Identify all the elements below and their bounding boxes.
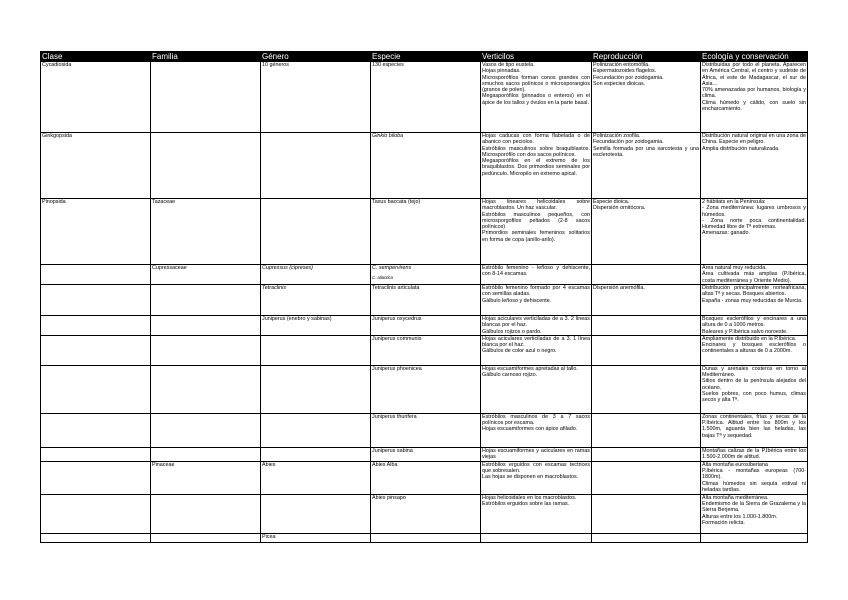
cell-familia bbox=[151, 533, 261, 542]
cell-line: Baleares y P.Ibérica salvo noroeste. bbox=[702, 328, 788, 335]
cell-verticilos bbox=[481, 447, 592, 461]
cell-line: Gálbulos rojizos o pardo. bbox=[482, 328, 542, 335]
cell-especie: C. sempervirens C. atlantica bbox=[371, 265, 481, 285]
cell-line: Estróbilos erguidos con escamas tectrices que sobresalen. bbox=[482, 461, 590, 475]
table-row bbox=[41, 494, 808, 533]
cell-line: España - zonas muy reducidas de Murcia. bbox=[702, 297, 803, 304]
cell-reproduccion bbox=[592, 265, 701, 285]
cell-line: Megasporófilos en el extremo de los braquiblastos. Dos primordios seminales por pedúnculo. Micropilo en extremo apical. bbox=[482, 158, 590, 177]
cell-especie: Abies pinsapo bbox=[371, 494, 481, 533]
header-reproduccion: Reproducción bbox=[592, 52, 701, 62]
cell-especie: Abies Alba bbox=[371, 461, 481, 494]
cell-line: Encinares y bosques esclerófilos o continentales a alturas de 0 a 2000m. bbox=[702, 342, 806, 355]
cell-especie: Ginkio biloba bbox=[371, 133, 481, 199]
cell-line: Semilla formada por una sarcotesta y una esclerotesta. bbox=[593, 145, 699, 158]
cell-familia: Pinaceae bbox=[151, 461, 261, 494]
cell-familia bbox=[151, 365, 261, 413]
cell-line: Hojas caducas con forma flabelada o de abanico con peciolos. bbox=[482, 133, 590, 146]
cell-line: Hojas aciculares verticiladas de a 3. 1 línea blanca por el haz. bbox=[482, 335, 590, 349]
table-row bbox=[41, 199, 808, 265]
table-row bbox=[41, 533, 808, 542]
cell-line: Distribuidas por todo el planeta. Aparecen en América Central, el centro y sudeste de África, el este de Madagascar, el sur de Asia… bbox=[702, 62, 806, 87]
cell-genero: Picea bbox=[261, 533, 371, 542]
cell-verticilos bbox=[481, 199, 592, 265]
cell-familia bbox=[151, 62, 261, 133]
cell-reproduccion bbox=[592, 199, 701, 265]
cell-verticilos bbox=[481, 133, 592, 199]
cell-especie: 130 especies bbox=[371, 62, 481, 133]
cell-ecologia bbox=[701, 133, 808, 199]
cell-verticilos bbox=[481, 365, 592, 413]
cell-line: Estróbilos masculinos de 3 a 7 sacos polínicos por escama. bbox=[482, 413, 590, 427]
cell-line: Hojas pinnadas. bbox=[482, 68, 521, 75]
cell-ecologia bbox=[701, 533, 808, 542]
cell-line: - Zona norte poca continentalidad. Humedad libre de Tª extremas. bbox=[702, 217, 806, 231]
cell-especie: Taxus baccata (tejo) bbox=[371, 199, 481, 265]
cell-line: Hojas escuamiformes con ápice afilado. bbox=[482, 426, 578, 433]
cell-especie bbox=[371, 533, 481, 542]
cell-line: Fecundación por zoidogamia. bbox=[593, 74, 664, 81]
cell-ecologia bbox=[701, 316, 808, 336]
table-row bbox=[41, 335, 808, 365]
cell-familia bbox=[151, 133, 261, 199]
cell-verticilos bbox=[481, 461, 592, 494]
cell-line: Estróbilos erguidos sobre las ramas. bbox=[482, 501, 570, 508]
table-row bbox=[41, 316, 808, 336]
cell-line: Suelos pobres, con poco humus, climas secos y alta Tª. bbox=[702, 391, 806, 404]
cell-ecologia bbox=[701, 265, 808, 285]
cell-genero: Abies bbox=[261, 461, 371, 494]
cell-familia: Tazaceae bbox=[151, 199, 261, 265]
header-clase: Clase bbox=[41, 52, 151, 62]
cell-line: Hojas lineares helicoidales sobre macroblastos. Un haz vascular. bbox=[482, 199, 590, 212]
cell-line: Dispersión ornitócora. bbox=[593, 205, 646, 212]
cell-reproduccion bbox=[592, 461, 701, 494]
cell-line: Amenazas: ganado. bbox=[702, 230, 750, 237]
cell-clase: Ginkgopsida bbox=[41, 133, 151, 199]
cell-verticilos bbox=[481, 494, 592, 533]
header-genero: Género bbox=[261, 52, 371, 62]
cell-especie: Juniperus communis bbox=[371, 335, 481, 365]
cell-reproduccion bbox=[592, 133, 701, 199]
cell-ecologia bbox=[701, 285, 808, 316]
cell-reproduccion bbox=[592, 447, 701, 461]
cell-line: Estróbilos masculinos sobre braquiblastos. Microsporófilo con dos sacos polínicos. bbox=[482, 145, 590, 158]
cell-line: Son especies dioicas. bbox=[593, 80, 646, 87]
cell-ecologia bbox=[701, 365, 808, 413]
cell-line: Formación relicta. bbox=[702, 520, 745, 527]
cell-ecologia bbox=[701, 413, 808, 447]
cell-line: Dunas y arenales costeros en torno al Mediterráneo. bbox=[702, 365, 806, 379]
header-ecologia: Ecología y conservación bbox=[701, 52, 808, 62]
cell-reproduccion bbox=[592, 316, 701, 336]
cell-line: Espermatozoides flagelos. bbox=[593, 68, 657, 75]
cell-line: Sitios dentro de la península alejados del océano. bbox=[702, 378, 806, 391]
cell-line: Amplia distribución naturalizada. bbox=[702, 145, 780, 152]
cell-verticilos bbox=[481, 265, 592, 285]
cell-line: Gálbulos de color azul o negro. bbox=[482, 348, 557, 355]
table-row bbox=[41, 365, 808, 413]
cell-reproduccion bbox=[592, 494, 701, 533]
cell-verticilos bbox=[481, 533, 592, 542]
cell-line: Estróbilo femenino formado por 4 escamas con semillas aladas. bbox=[482, 285, 590, 298]
cell-line: Climas húmedos sin sequía estival ni heladas tardías. bbox=[702, 480, 806, 494]
cell-reproduccion bbox=[592, 335, 701, 365]
cell-line: Ampliamente distribuido en la P.Ibérica. bbox=[702, 335, 797, 342]
cell-especie: Juniperus oxycedrus bbox=[371, 316, 481, 336]
cell-clase: Pinopsida bbox=[41, 199, 151, 265]
cell-clase bbox=[41, 494, 151, 533]
cell-verticilos bbox=[481, 316, 592, 336]
cell-line: Alturas entre los 1.000-1.800m. bbox=[702, 513, 778, 520]
table-row bbox=[41, 285, 808, 316]
cell-clase bbox=[41, 413, 151, 447]
cell-line: Estróbilos masculinos pequeños, con microsporgofilos peltados (2-8 sacos polínicos) bbox=[482, 211, 590, 231]
cell-line: Área natural muy reducida. bbox=[702, 265, 767, 271]
cell-line: Gálbulo leñoso y dehiscente. bbox=[482, 297, 552, 304]
cell-line: Alta montaña mediterránea. bbox=[702, 494, 769, 501]
cell-verticilos bbox=[481, 335, 592, 365]
cell-genero: Juniperus (enebro y sabinas) bbox=[261, 316, 371, 336]
cell-familia bbox=[151, 447, 261, 461]
cell-line: Microsporófilos forman conos grandes con smuchos sacos polínicos o microsporangios (granos de polen). bbox=[482, 74, 590, 94]
cell-line: - Zona mediterránea: lugares umbrosos y húmedos. bbox=[702, 205, 806, 218]
cell-line: Primordios seminales femeninos solitarios en forma de copa (anillo-arilo). bbox=[482, 230, 590, 243]
cell-clase bbox=[41, 316, 151, 336]
cell-line: Clima húmedo y cálido, con suelo sin encharcamiento. bbox=[702, 99, 806, 113]
cell-clase bbox=[41, 447, 151, 461]
cell-ecologia bbox=[701, 447, 808, 461]
cell-ecologia bbox=[701, 461, 808, 494]
cell-genero: Cupressus (cipreses) bbox=[261, 265, 371, 285]
cell-clase bbox=[41, 533, 151, 542]
cell-clase bbox=[41, 265, 151, 285]
cell-line: Endemismo de la Sierra de Grazalema y la Sierra Berjema. bbox=[702, 501, 806, 514]
cell-reproduccion bbox=[592, 413, 701, 447]
cell-familia bbox=[151, 494, 261, 533]
cell-clase bbox=[41, 285, 151, 316]
cell-reproduccion bbox=[592, 285, 701, 316]
table-row bbox=[41, 133, 808, 199]
cell-line: P.Ibérica - montañas europeas (700-1800m). bbox=[702, 468, 806, 481]
table-header-row bbox=[41, 52, 808, 62]
cell-line: Vasos de tipo eustela. bbox=[482, 62, 535, 68]
plant-classification-table bbox=[40, 51, 808, 543]
cell-reproduccion bbox=[592, 533, 701, 542]
cell-familia bbox=[151, 285, 261, 316]
cell-line: Megasporófilos (pinnados o enteros) en el ápice de los tallos y óvulos en la parte basal. bbox=[482, 93, 590, 106]
cell-clase: Cycadiosida bbox=[41, 62, 151, 133]
cell-verticilos bbox=[481, 413, 592, 447]
cell-line: Dispersión anemófila. bbox=[593, 285, 645, 291]
cell-genero bbox=[261, 447, 371, 461]
cell-line: Distribución natural original en una zona de China. Especie en peligro. bbox=[702, 133, 806, 146]
cell-line: Fecundación por zoidogamia. bbox=[593, 139, 664, 146]
cell-line: 2 hábitats en la Península: bbox=[702, 199, 766, 205]
cell-especie: Juniperus phoenicea bbox=[371, 365, 481, 413]
cell-familia bbox=[151, 335, 261, 365]
cell-line: Bosques esclerófilos y encinares a una altura de 0 a 1000 metros. bbox=[702, 316, 806, 329]
cell-line: Hojas escuamiformes apretadas al tallo. bbox=[482, 365, 578, 372]
cell-line: Hojas aciculares verticiladas de a 3. 2 líneas blancas por el haz. bbox=[482, 316, 590, 329]
cell-verticilos bbox=[481, 62, 592, 133]
cell-familia bbox=[151, 413, 261, 447]
header-especie: Especie bbox=[371, 52, 481, 62]
table-row bbox=[41, 265, 808, 285]
cell-ecologia bbox=[701, 62, 808, 133]
cell-genero bbox=[261, 199, 371, 265]
cell-genero bbox=[261, 365, 371, 413]
cell-especie: Juniperus thurifera bbox=[371, 413, 481, 447]
cell-line: Zonas continentales, frías y secas de la P.Ibérica. Altitud entre los 800m y los 1.500m, aguanta bien las heladas, las bajas Tª y sequedad. bbox=[702, 413, 806, 439]
cell-genero: Tetraclinis bbox=[261, 285, 371, 316]
cell-genero: 10 géneros bbox=[261, 62, 371, 133]
cell-line: Polinización entomófila. bbox=[593, 62, 650, 68]
cell-line: Las hojas se disponen en macroblastos. bbox=[482, 474, 579, 481]
table-row bbox=[41, 413, 808, 447]
cell-clase bbox=[41, 461, 151, 494]
cell-genero bbox=[261, 494, 371, 533]
cell-ecologia bbox=[701, 335, 808, 365]
cell-line: Alta montaña eurosiberiana bbox=[702, 461, 768, 468]
cell-line: Especie dioica. bbox=[593, 199, 630, 205]
table-row bbox=[41, 461, 808, 494]
cell-line: 70% amenazadas por humanos, biología y clima. bbox=[702, 87, 806, 100]
header-familia: Familia bbox=[151, 52, 261, 62]
table-row bbox=[41, 62, 808, 133]
cell-line: Hojas escuamiformes y aciculares en ramas viejas bbox=[482, 447, 590, 461]
cell-reproduccion bbox=[592, 62, 701, 133]
cell-line: Montañas calizas de la P.Ibérica entre los 1.500-2.000m de altitud. bbox=[702, 447, 806, 461]
cell-line: Distribución principalmente norteafricana, altas Tª y secas. Bosques abiertos. bbox=[702, 285, 806, 298]
table-row bbox=[41, 447, 808, 461]
cell-line: Estróbilo femenino - leñoso y dehiscente, con 8-14 escamas. bbox=[482, 265, 590, 278]
cell-verticilos bbox=[481, 285, 592, 316]
cell-especie: Tetraclinis articulata bbox=[371, 285, 481, 316]
cell-reproduccion bbox=[592, 365, 701, 413]
cell-familia bbox=[151, 316, 261, 336]
cell-genero bbox=[261, 413, 371, 447]
cell-ecologia bbox=[701, 199, 808, 265]
cell-line: Área cultivada más amplias (P.Ibérica, costa mediterránea y Oriente Medio). bbox=[702, 271, 806, 284]
cell-especie: Juniperus sabina bbox=[371, 447, 481, 461]
cell-especie-secondary: C. atlantica bbox=[372, 275, 393, 281]
cell-genero bbox=[261, 133, 371, 199]
cell-clase bbox=[41, 335, 151, 365]
header-verticilos: Verticilos bbox=[481, 52, 592, 62]
cell-familia: Cupressaceae bbox=[151, 265, 261, 285]
cell-clase bbox=[41, 365, 151, 413]
cell-line: Polinización zoofila. bbox=[593, 133, 641, 139]
cell-genero bbox=[261, 335, 371, 365]
cell-line: Gálbulo carnoso rojizo. bbox=[482, 372, 538, 379]
cell-line: Hojas helicoidales en los macroblastos. bbox=[482, 494, 577, 501]
cell-ecologia bbox=[701, 494, 808, 533]
